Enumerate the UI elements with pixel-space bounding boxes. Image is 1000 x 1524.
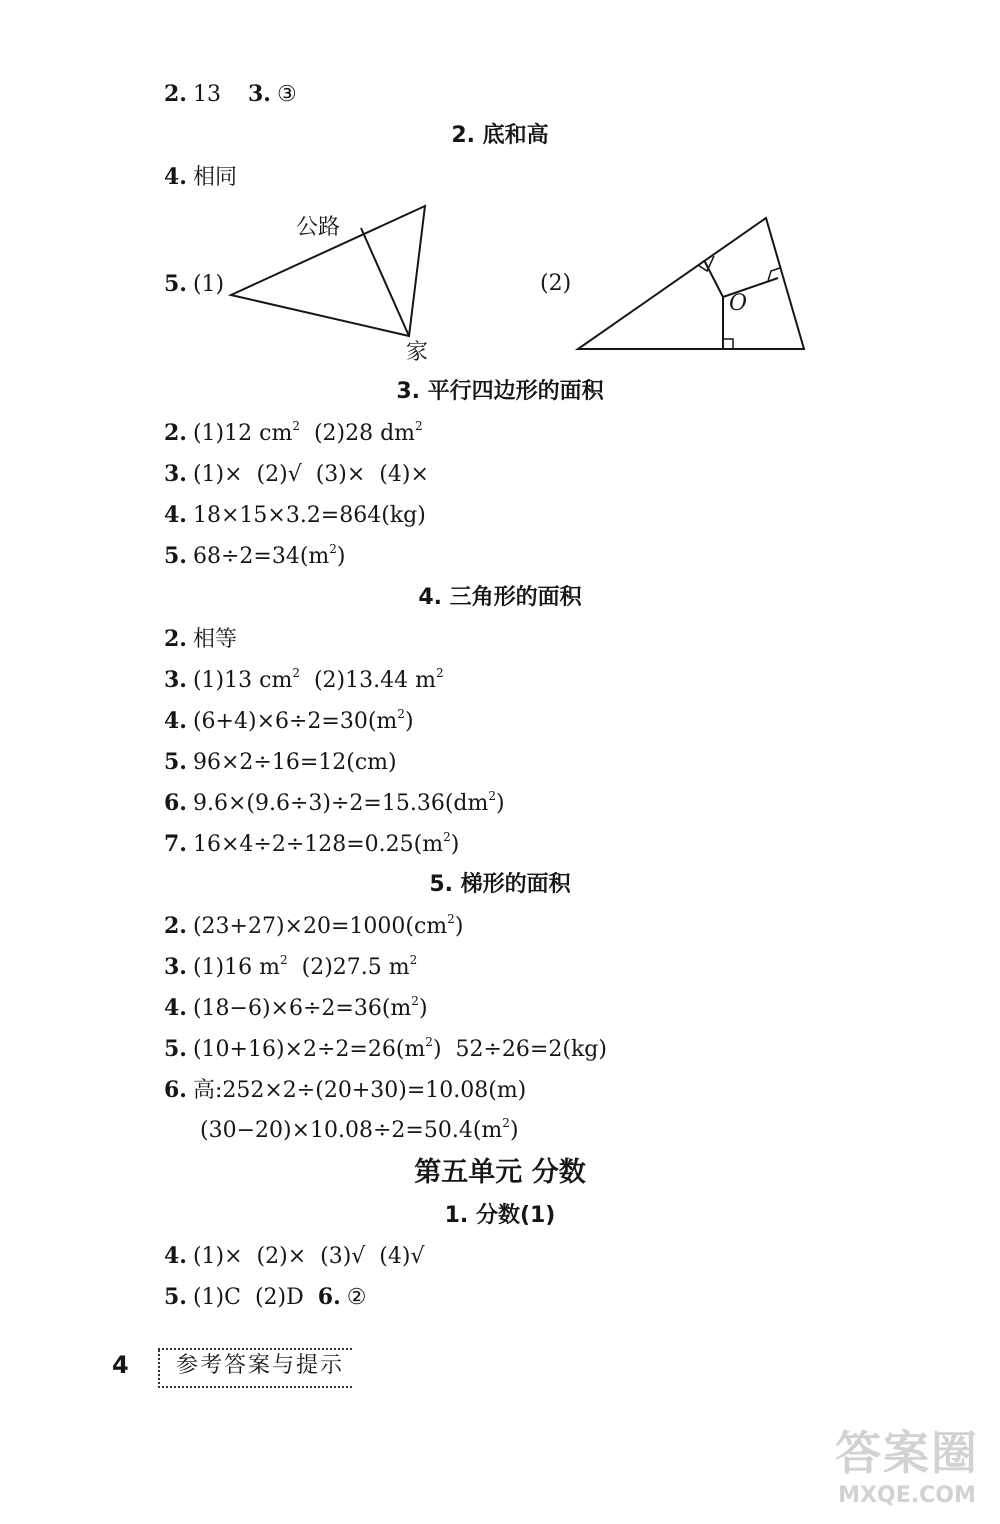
item-number: 5. [164,543,187,569]
item-number: 7. [164,831,187,857]
figure-1-part-label: (1) [192,272,225,297]
item-answer: ) [509,1118,519,1143]
answer-line [164,830,459,859]
footer-label: 参考答案与提示 [176,1353,345,1378]
answer-line [164,1076,526,1105]
item-answer: ) [450,832,460,857]
item-answer: ② [346,1285,367,1310]
item-answer: (30−20)×10.08÷2=50.4(m [200,1118,503,1143]
answer-line [164,994,428,1023]
item-answer: 13 [192,82,221,107]
item-number: 2. [164,913,187,939]
item-number: 5. [164,1036,187,1062]
item-number: 4. [164,164,187,190]
item-number: 3. [247,81,271,107]
superscript: 2 [292,419,300,433]
answer-line [164,666,444,695]
item-answer: ) [418,996,428,1021]
watermark-logo [822,1424,992,1520]
answer-line [164,625,237,654]
superscript: 2 [488,789,496,803]
superscript: 2 [279,953,288,967]
item-number: 3. [164,461,187,487]
road-label: 公路 [296,215,341,240]
item-answer: 9.6×(9.6÷3)÷2=15.36(dm [192,791,489,816]
superscript: 2 [415,419,423,433]
page-number: 4 [112,1351,129,1379]
item-answer: (1)C (2)D [192,1285,304,1310]
item-number: 5. [164,1284,187,1310]
item-answer: (1)16 m [192,955,280,980]
superscript: 2 [397,707,405,721]
item-answer: 96×2÷16=12(cm) [192,750,397,775]
item-answer: ) 52÷26=2(kg) [432,1037,607,1062]
item-answer: 18×15×3.2=864(kg) [192,503,426,528]
superscript: 2 [292,666,300,680]
item-number: 4. [164,1243,187,1269]
item-number: 4. [164,708,187,734]
superscript: 2 [447,912,455,926]
item-number: 6. [317,1284,341,1310]
item-number: 5. [164,749,187,775]
figure-2-triangle-point-o [0,0,1000,400]
section-heading-fraction: 1. 分数(1) [444,1203,556,1228]
footer-separator [158,1350,160,1384]
superscript: 2 [411,994,419,1008]
item-number: 2. [164,626,187,652]
section-heading-base-height: 2. 底和高 [451,123,549,148]
item-number: 6. [164,790,187,816]
item-answer: ③ [276,82,297,107]
superscript: 2 [443,830,451,844]
superscript: 2 [502,1116,510,1130]
item-answer: (1)× (2)√ (3)× (4)× [192,462,429,487]
item-number: 5. [164,271,187,297]
figure-2-part-label: (2) [540,271,572,296]
item-number: 2. [164,420,187,446]
perpendicular-to-hypotenuse [704,260,723,297]
item-answer: 高:252×2÷(20+30)=10.08(m) [192,1078,527,1103]
item-number: 6. [164,1077,187,1103]
watermark-url: MXQE.COM [838,1483,976,1508]
answer-line [164,542,346,571]
answer-line-continuation [200,1117,519,1145]
item-number: 2. [164,81,187,107]
answer-line [164,789,505,818]
item-number: 3. [164,954,187,980]
item-number: 4. [164,502,187,528]
item-answer: (2)13.44 m [299,668,436,693]
item-answer: (6+4)×6÷2=30(m [192,709,398,734]
item-number: 3. [164,667,187,693]
item-answer: (2)27.5 m [287,955,410,980]
answer-line [164,460,429,489]
item-answer: (1)× (2)× (3)√ (4)√ [192,1244,425,1269]
item-answer: (10+16)×2÷2=26(m [192,1037,426,1062]
superscript: 2 [435,666,444,680]
item-answer: ) [496,791,505,816]
superscript: 2 [329,542,337,556]
point-o-label: O [729,291,748,316]
section-heading-trapezoid: 5. 梯形的面积 [429,872,571,897]
item-answer: ) [336,544,346,569]
answer-line [164,912,463,941]
answer-line [164,748,397,777]
item-answer: (1)12 cm [192,421,293,446]
item-answer: (2)28 dm [299,421,416,446]
answer-line [164,1283,366,1312]
right-angle-mark [723,339,733,349]
section-heading-parallelogram: 3. 平行四边形的面积 [396,379,604,404]
answer-line [164,419,423,448]
answer-line [164,953,417,982]
superscript: 2 [425,1035,433,1049]
unit-title: 第五单元 分数 [414,1157,586,1188]
right-triangle [578,218,804,349]
home-label: 家 [406,340,429,365]
item-answer: 相等 [192,627,237,652]
item-answer: ) [454,914,464,939]
item-answer: ) [404,709,414,734]
item-answer: 16×4÷2÷128=0.25(m [192,832,444,857]
superscript: 2 [409,953,418,967]
answer-line [164,707,414,736]
item-answer: (1)13 cm [192,668,293,693]
item-number: 4. [164,995,187,1021]
item-answer: (23+27)×20=1000(cm [192,914,448,939]
item-answer: 相同 [192,165,237,190]
item-answer: 68÷2=34(m [192,544,330,569]
item-answer: (18−6)×6÷2=36(m [192,996,412,1021]
answer-line [164,1035,607,1064]
answer-line [164,1242,424,1271]
answer-line [164,501,426,530]
section-heading-triangle: 4. 三角形的面积 [418,585,582,610]
watermark-text: 答案圈 [835,1426,979,1480]
